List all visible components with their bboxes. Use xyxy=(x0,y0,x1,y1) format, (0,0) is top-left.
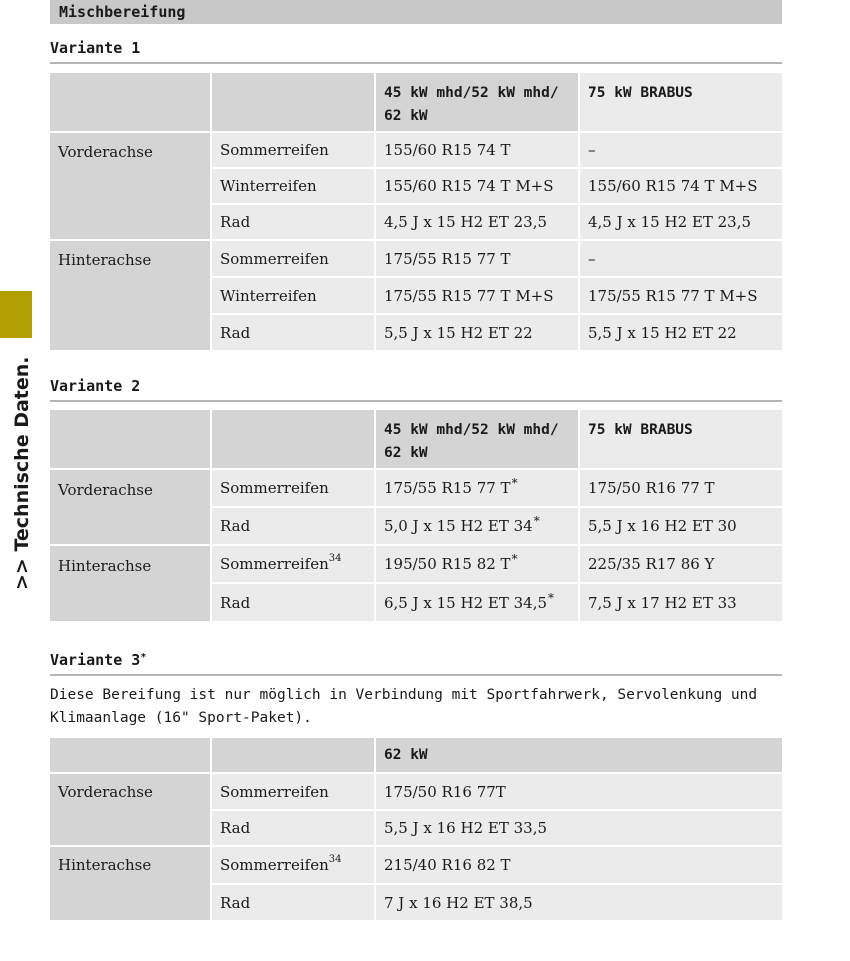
tire-type-cell: Rad xyxy=(212,885,374,920)
tire-type-cell: Sommerreifen xyxy=(212,774,374,809)
tire-type-cell: Sommerreifen $^{34}$ xyxy=(212,546,374,582)
tire-type-cell: Winterreifen xyxy=(212,169,374,203)
row-header-rear-axle: Hinterachse xyxy=(50,847,210,920)
table-cell: 155/60 R15 74 T M+S xyxy=(580,169,782,203)
section-title-variante-1: Variante 1 xyxy=(50,38,782,64)
table-cell: 175/50 R16 77T xyxy=(376,774,782,809)
table-cell: 5,5 J x 16 H2 ET 30 xyxy=(580,508,782,544)
page-title: Mischbereifung xyxy=(59,3,186,21)
section-title-variante-3: Variante 3* xyxy=(50,650,782,676)
table-cell: 225/35 R17 86 Y xyxy=(580,546,782,582)
table-cell: 7 J x 16 H2 ET 38,5 xyxy=(376,885,782,920)
header-empty-cell xyxy=(50,73,210,131)
row-header-rear-axle: Hinterachse xyxy=(50,241,210,350)
table-cell: 4,5 J x 15 H2 ET 23,5 xyxy=(580,205,782,239)
tire-type-cell: Sommerreifen xyxy=(212,470,374,506)
footnote-star: * xyxy=(140,652,147,663)
footnote-ref-34: 34 xyxy=(328,853,342,865)
table-variante-1 xyxy=(50,73,782,350)
table-cell: 5,5 J x 16 H2 ET 33,5 xyxy=(376,811,782,845)
table-cell: 155/60 R15 74 T xyxy=(376,133,578,167)
table-cell: – xyxy=(580,241,782,276)
table-cell: 175/55 R15 77 T M+S xyxy=(580,278,782,313)
row-header-front-axle: Vorderachse xyxy=(50,774,210,845)
table-cell: 5,5 J x 15 H2 ET 22 xyxy=(376,315,578,350)
footnote-star: * xyxy=(548,590,555,605)
table-cell: 155/60 R15 74 T M+S xyxy=(376,169,578,203)
variante-3-note: Diese Bereifung ist nur möglich in Verbindung mit Sportfahrwerk, Servolenkung und Klimaanlage (16" Sport-Paket). xyxy=(50,687,758,726)
table-cell: 175/55 R15 77 T xyxy=(376,241,578,276)
tire-type-cell: Winterreifen xyxy=(212,278,374,313)
tire-type-cell: Rad xyxy=(212,315,374,350)
table-cell: 5,0 J x 15 H2 ET 34 * xyxy=(376,508,578,544)
tire-type-cell: Sommerreifen xyxy=(212,133,374,167)
table-cell: 6,5 J x 15 H2 ET 34,5 * xyxy=(376,584,578,621)
header-empty-cell xyxy=(50,410,210,468)
chapter-tab-marker xyxy=(0,291,32,338)
column-header-engine-standard: 45 kW mhd/52 kW mhd/ 62 kW xyxy=(376,73,578,131)
footnote-star: * xyxy=(533,514,540,528)
header-empty-cell xyxy=(212,73,374,131)
tire-type-cell: Sommerreifen $^{34}$ xyxy=(212,847,374,883)
tire-type-cell: Rad xyxy=(212,584,374,621)
column-header-62kw: 62 kW xyxy=(376,738,782,772)
tire-type-cell: Rad xyxy=(212,811,374,845)
table-cell: 215/40 R16 82 T xyxy=(376,847,782,883)
tire-type-cell: Sommerreifen xyxy=(212,241,374,276)
column-header-engine-standard: 45 kW mhd/52 kW mhd/ 62 kW xyxy=(376,410,578,468)
tire-type-cell: Rad xyxy=(212,508,374,544)
chapter-side-label: >> Technische Daten. xyxy=(11,356,33,590)
header-empty-cell xyxy=(212,738,374,772)
footnote-star: * xyxy=(511,552,518,566)
table-cell: – xyxy=(580,133,782,167)
table-cell: 5,5 J x 15 H2 ET 22 xyxy=(580,315,782,350)
table-cell: 175/55 R15 77 T * xyxy=(376,470,578,506)
column-header-brabus: 75 kW BRABUS xyxy=(580,410,782,468)
table-cell: 195/50 R15 82 T * xyxy=(376,546,578,582)
row-header-front-axle: Vorderachse xyxy=(50,133,210,239)
footnote-star: * xyxy=(511,476,518,490)
header-empty-cell xyxy=(212,410,374,468)
row-header-rear-axle: Hinterachse xyxy=(50,546,210,621)
footnote-ref-34: 34 xyxy=(328,552,342,564)
table-variante-2 xyxy=(50,410,782,621)
row-header-front-axle: Vorderachse xyxy=(50,470,210,544)
column-header-brabus: 75 kW BRABUS xyxy=(580,73,782,131)
section-title-variante-2: Variante 2 xyxy=(50,376,782,402)
tire-type-cell: Rad xyxy=(212,205,374,239)
table-variante-3 xyxy=(50,738,782,920)
table-cell: 4,5 J x 15 H2 ET 23,5 xyxy=(376,205,578,239)
header-empty-cell xyxy=(50,738,210,772)
page-header xyxy=(50,0,782,24)
table-cell: 7,5 J x 17 H2 ET 33 xyxy=(580,584,782,621)
table-cell: 175/55 R15 77 T M+S xyxy=(376,278,578,313)
table-cell: 175/50 R16 77 T xyxy=(580,470,782,506)
